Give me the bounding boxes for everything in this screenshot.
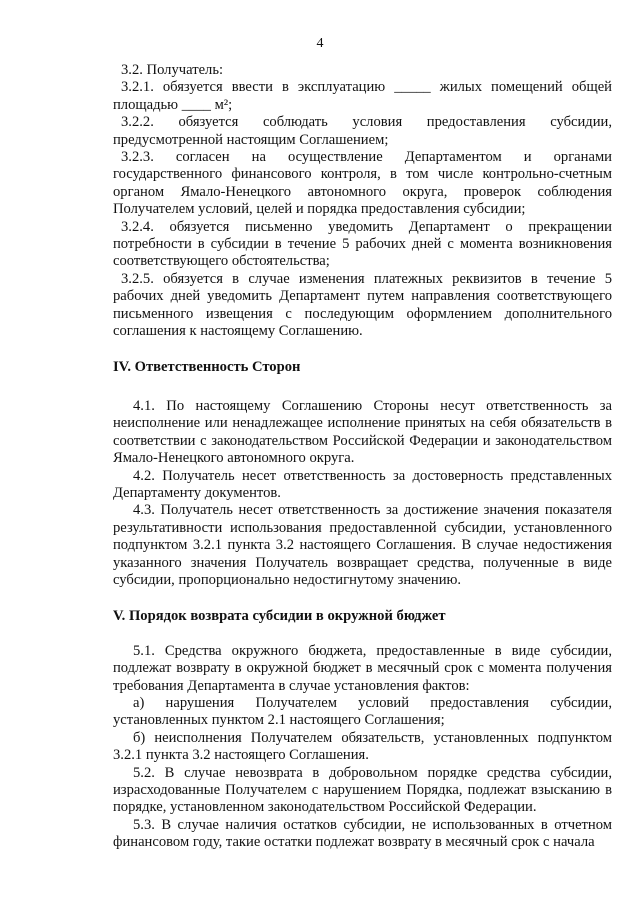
paragraph-3-2-4: 3.2.4. обязуется письменно уведомить Департамент о прекращении потребности в субсидии в течение 5 рабочих дней с момента возникновения соответствующего обстоятельства;: [113, 218, 612, 270]
paragraph-3-2-3: 3.2.3. согласен на осуществление Департаментом и органами государственного финансового контроля, в том числе контрольно-счетным органом Ямало-Ненецкого автономного округа, проверок соблюдения Получателем условий, целей и порядка предоставления субсидии;: [113, 149, 612, 218]
section-4-heading: IV. Ответственность Сторон: [113, 358, 301, 375]
paragraph-4-2: 4.2. Получатель несет ответственность за достоверность представленных Департаменту документов.: [113, 467, 612, 501]
paragraph-3-2-5: 3.2.5. обязуется в случае изменения платежных реквизитов в течение 5 рабочих дней уведомить Департамент путем направления соответствующего письменного извещения с последующим оформлением дополнительного соглашения к настоящему Соглашению.: [113, 270, 612, 340]
paragraph-3-2: 3.2. Получатель:: [121, 62, 224, 78]
paragraph-5-1: 5.1. Средства окружного бюджета, предоставленные в виде субсидии, подлежат возврату в окружной бюджет в месячный срок с момента получения требования Департамента в случае установления фактов:: [113, 642, 612, 694]
paragraph-3-2-1: 3.2.1. обязуется ввести в эксплуатацию _____ жилых помещений общей площадью ____ м²;: [113, 79, 612, 113]
paragraph-5-1-b: б) неисполнения Получателем обязательств, установленных подпунктом 3.2.1 пункта 3.2 настоящего Соглашения.: [113, 729, 612, 764]
paragraph-5-1-a: а) нарушения Получателем условий предоставления субсидии, установленных пунктом 2.1 настоящего Соглашения;: [113, 695, 612, 729]
paragraph-4-3: 4.3. Получатель несет ответственность за достижение значения показателя результативности использования предоставленной субсидии, установленного подпунктом 3.2.1 пункта 3.2 настоящего Соглашения. В случае недостижения указанного значения Получатель возвращает средства, полученные в виде субсидии, пропорционально недостигнутому значению.: [113, 502, 612, 588]
section-5-heading: V. Порядок возврата субсидии в окружной бюджет: [113, 608, 446, 625]
paragraph-3-2-2: 3.2.2. обязуется соблюдать условия предоставления субсидии, предусмотренной настоящим Соглашением;: [113, 114, 612, 148]
paragraph-5-3: 5.3. В случае наличия остатков субсидии, не использованных в отчетном финансовом году, такие остатки подлежат возврату в месячный срок с начала: [113, 816, 612, 851]
document-body: [113, 62, 612, 852]
paragraph-5-2: 5.2. В случае невозврата в добровольном порядке средства субсидии, израсходованные Получателем с нарушением Порядка, подлежат взысканию в порядке, установленном законодательством Российской Федерации.: [113, 764, 612, 816]
paragraph-4-1: 4.1. По настоящему Соглашению Стороны несут ответственность за неисполнение или ненадлежащее исполнение принятых на себя обязательств в соответствии с законодательством Российской Федерации и законодательством Ямало-Ненецкого автономного округа.: [113, 397, 612, 467]
page-number: 4: [316, 36, 324, 51]
